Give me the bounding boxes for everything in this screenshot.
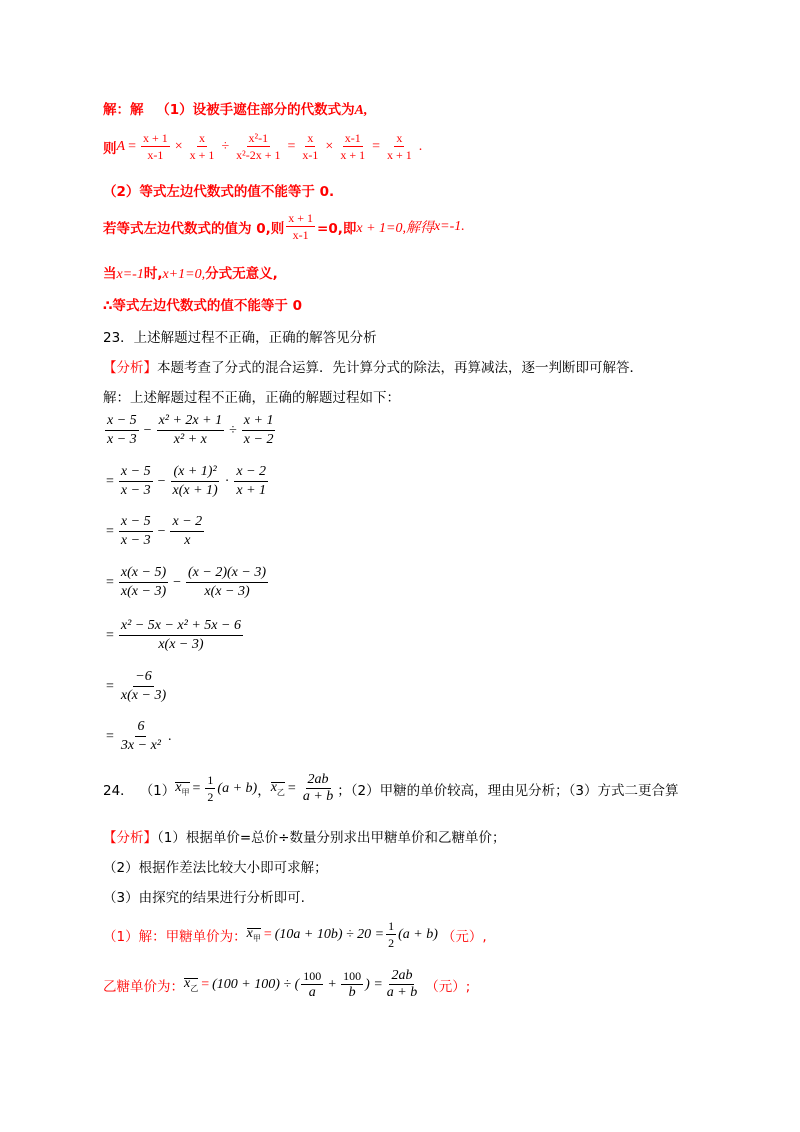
fraction: $\frac{x + 1}{x-1}$ xyxy=(142,131,168,162)
fraction: $\frac{100}{a}$ xyxy=(303,969,322,1000)
q23-solution-intro xyxy=(103,386,400,406)
q23-answer: 23．上述解题过程不正确，正确的解答见分析 xyxy=(103,330,377,346)
fraction: $\frac{x - 5}{x - 3}$ xyxy=(120,514,151,548)
step-text: 当 xyxy=(103,266,117,282)
equals-sign: = xyxy=(287,780,296,796)
mean-x-yi: $x_乙$ xyxy=(184,975,199,993)
fraction: $\frac{x-1}{x + 1}$ xyxy=(340,131,366,162)
equals-sign: = xyxy=(106,473,114,489)
fraction: $\frac{x - 2}{x + 1}$ xyxy=(236,464,267,498)
q24-solution-2 xyxy=(103,968,470,1001)
fraction: $\frac{1}{2}$ xyxy=(388,919,395,950)
equation: x=-1 xyxy=(116,267,144,282)
analysis-text: （2）根据作差法比较大小即可求解； xyxy=(103,860,328,876)
equals-sign: = xyxy=(106,728,114,744)
q24-analysis-2 xyxy=(103,856,328,876)
step-text: =0,即 xyxy=(317,220,357,237)
period: . xyxy=(167,728,172,744)
solution-line-1 xyxy=(103,98,367,119)
solution-line-4 xyxy=(103,210,465,243)
mean-x-yi: $x_乙$ xyxy=(270,779,285,797)
plus-sign: + xyxy=(328,976,337,992)
analysis-text: （1）根据单价=总价÷数量分别求出甲糖单价和乙糖单价； xyxy=(157,830,506,846)
step-text: （1）设被手遮住部分的代数式为 xyxy=(156,102,355,118)
equation: x+1=0, xyxy=(162,267,206,282)
q23-analysis xyxy=(103,356,643,376)
fraction: $\frac{x}{x + 1}$ xyxy=(387,131,412,162)
variable-a: A, xyxy=(354,103,368,118)
fraction: $\frac{x(x - 5)}{x(x - 3)}$ xyxy=(120,565,167,599)
q23-expr-3 xyxy=(103,564,270,601)
q23-expr-1 xyxy=(103,463,270,500)
times-sign: · xyxy=(224,473,230,489)
divide-sign: ÷ xyxy=(229,422,237,438)
fraction: $\frac{(x - 2)(x - 3)}{x(x - 3)}$ xyxy=(188,565,266,599)
minus-sign: − xyxy=(173,574,182,590)
equals-sign: = xyxy=(192,780,201,796)
q24-answer-text: ；（2）甲糖的单价较高，理由见分析；（3）方式二更合算 xyxy=(337,782,679,799)
fraction: $\frac{1}{2}$ xyxy=(207,773,214,804)
times-sign: × xyxy=(174,138,183,154)
solution-line-3 xyxy=(103,180,334,200)
solution-line-5 xyxy=(103,262,278,283)
expression: (a + b) xyxy=(217,780,258,796)
solution-text: 乙糖单价为： xyxy=(103,978,184,995)
expression: (a + b) xyxy=(398,926,438,942)
fraction: $\frac{x - 5}{x - 3}$ xyxy=(120,464,151,498)
fraction: $\frac{x + 1}{x-1}$ xyxy=(288,211,314,242)
q24-solution-1 xyxy=(103,918,487,951)
equation: x + 1=0,解得 xyxy=(356,220,434,236)
equals-sign: = xyxy=(128,138,136,154)
fraction: $\frac{\text{x² − 5x − x² + 5x − 6}}{x(x - 3)}$ xyxy=(120,618,241,652)
conclusion-text: ∴等式左边代数式的值不能等于 0 xyxy=(103,298,302,314)
minus-sign: − xyxy=(143,422,152,438)
minus-sign: − xyxy=(157,523,166,539)
fraction: $\frac{100}{b}$ xyxy=(343,969,362,1000)
expression: (100 + 100) ÷ ( xyxy=(212,976,300,992)
step-text: （2）等式左边代数式的值不能等于 0. xyxy=(103,184,335,200)
q23-expr-6 xyxy=(103,718,174,755)
step-text: 若等式左边代数式的值为 0,则 xyxy=(103,220,285,237)
step-text: 时, xyxy=(143,266,163,282)
solution-text: 解：上述解题过程不正确，正确的解题过程如下： xyxy=(103,390,400,406)
step-text: 分式无意义, xyxy=(205,266,278,282)
analysis-tag: 【分析】 xyxy=(103,360,157,376)
analysis-text: 本题考查了分式的混合运算．先计算分式的除法，再算减法，逐一判断即可解答． xyxy=(157,360,643,376)
equals-sign: = xyxy=(106,574,114,590)
part-label: （1） xyxy=(139,782,176,799)
q24-analysis-3 xyxy=(103,886,305,906)
equals-sign: = xyxy=(106,627,114,643)
solution-text: （1）解：甲糖单价为： xyxy=(103,928,247,945)
expression: (10a + 10b) ÷ 20 = xyxy=(274,926,385,942)
equals-sign: = xyxy=(263,926,272,942)
fraction: $\frac{\text{x²-1}}{\text{x²-2x + 1}}$ xyxy=(236,131,281,162)
variable-a: A xyxy=(116,138,126,154)
mean-x-jia: $x_甲$ xyxy=(246,925,261,943)
equals-sign: = xyxy=(106,678,114,694)
period: . xyxy=(418,138,423,154)
solution-line-2 xyxy=(103,130,425,163)
q24-number: 24． xyxy=(103,782,134,799)
fraction: $\frac{2ab}{a + b}$ xyxy=(386,968,418,1000)
equals-sign: = xyxy=(201,976,210,992)
q23-heading xyxy=(103,326,377,346)
times-sign: × xyxy=(325,138,334,154)
fraction: $\frac{\text{(x + 1)²}}{x(x + 1)}$ xyxy=(172,464,218,498)
fraction: $\frac{-6}{x(x - 3)}$ xyxy=(120,669,167,703)
analysis-tag: 【分析】 xyxy=(103,830,157,846)
equals-sign: = xyxy=(287,138,296,154)
equals-sign: = xyxy=(372,138,380,154)
equals-sign: = xyxy=(106,523,114,539)
unit-text: （元）, xyxy=(441,928,487,945)
analysis-text: （3）由探究的结果进行分析即可. xyxy=(103,890,305,906)
q23-expr-4 xyxy=(103,617,245,654)
unit-text: （元）; xyxy=(425,978,471,995)
mean-x-jia: $x_甲$ xyxy=(175,779,190,797)
solution-line-6 xyxy=(103,294,302,314)
fraction: $\frac{2ab}{a + b}$ xyxy=(302,772,334,804)
solution-prefix: 解：解 xyxy=(103,102,144,118)
divide-sign: ÷ xyxy=(221,138,230,154)
expression: ) = xyxy=(365,976,383,992)
minus-sign: − xyxy=(157,473,166,489)
fraction: $\frac{x - 2}{x}$ xyxy=(172,514,203,548)
q23-expr-0 xyxy=(103,412,277,449)
fraction: $\frac{\text{x² + 2x + 1}}{\text{x² + x}}$ xyxy=(158,413,223,447)
q23-expr-5 xyxy=(103,668,170,705)
fraction: $\frac{6}{\text{3x − x²}}$ xyxy=(120,719,161,753)
fraction: $\frac{x + 1}{x - 2}$ xyxy=(243,413,274,447)
fraction: $\frac{x}{x-1}$ xyxy=(302,131,319,162)
separator: ， xyxy=(257,782,271,799)
fraction: $\frac{x}{x + 1}$ xyxy=(189,131,215,162)
fraction: $\frac{x - 5}{x - 3}$ xyxy=(107,413,137,447)
q23-expr-2 xyxy=(103,513,206,550)
equation: x=-1. xyxy=(433,218,465,234)
then-label: 则 xyxy=(103,140,117,157)
q24-answer-line xyxy=(103,772,678,805)
q24-analysis-1 xyxy=(103,826,505,846)
